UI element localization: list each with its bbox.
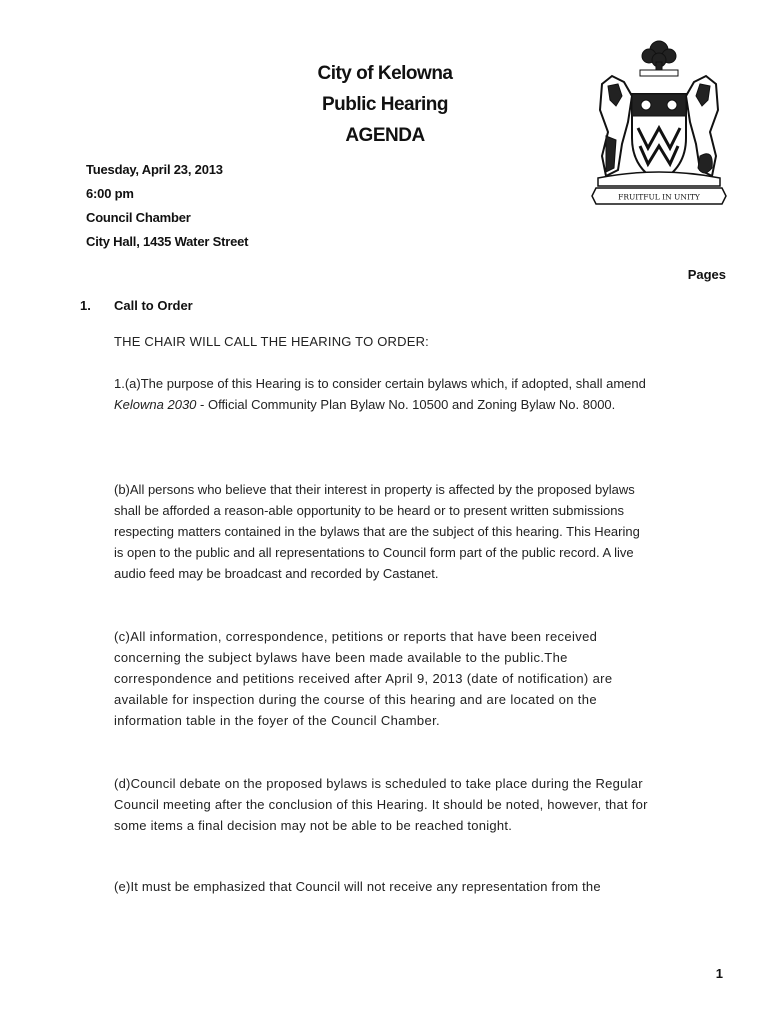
pages-column-label: Pages [687,267,726,282]
paragraph-d: (d)Council debate on the proposed bylaws is scheduled to take place during the Regular Council meeting after the conclusion of this Hearing. It should be noted, however, that for some items a final decision may not be able to be reached tonight. [114,776,648,833]
meeting-time: 6:00 pm [86,186,134,201]
title-agenda: AGENDA [345,125,425,146]
meeting-details [86,158,248,254]
paragraph-b: (b)All persons who believe that their interest in property is affected by the proposed bylaws shall be afforded a reason-able opportunity to be heard or to present written submissions respecting matters contained in the bylaws that are the subject of this hearing. This Hearing is open to the public and all representations to Council form part of the public record. A live audio feed may be broadcast and recorded by Castanet. [114,482,640,581]
title-city: City of Kelowna [317,63,453,84]
paragraph-a-text-end: - Official Community Plan Bylaw No. 10500 and Zoning Bylaw No. 8000. [196,397,616,412]
page-number: 1 [715,966,723,981]
section-number: 1. [80,298,91,313]
paragraph-a [114,373,650,415]
city-crest-logo [588,36,730,208]
meeting-date: Tuesday, April 23, 2013 [86,162,223,177]
plan-name: Kelowna 2030 [114,397,197,412]
title-hearing: Public Hearing [321,94,449,115]
paragraph-a-text: 1.(a)The purpose of this Hearing is to consider certain bylaws which, if adopted, shall amend [114,376,646,391]
paragraph-e: (e)It must be emphasized that Council will not receive any representation from the [114,879,601,894]
paragraph-c: (c)All information, correspondence, petitions or reports that have been received concerning the subject bylaws have been made available to the public.The correspondence and petitions received after April 9, 2013 (date of notification) are available for inspection during the course of this hearing and are located on the information table in the foyer of the Council Chamber. [114,629,613,728]
crest-motto: FRUITFUL IN UNITY [618,192,700,202]
meeting-location: Council Chamber [86,210,191,225]
document-title [285,58,485,151]
section-title: Call to Order [114,298,193,313]
chair-call-text: THE CHAIR WILL CALL THE HEARING TO ORDER: [114,334,429,349]
meeting-address: City Hall, 1435 Water Street [86,234,249,249]
